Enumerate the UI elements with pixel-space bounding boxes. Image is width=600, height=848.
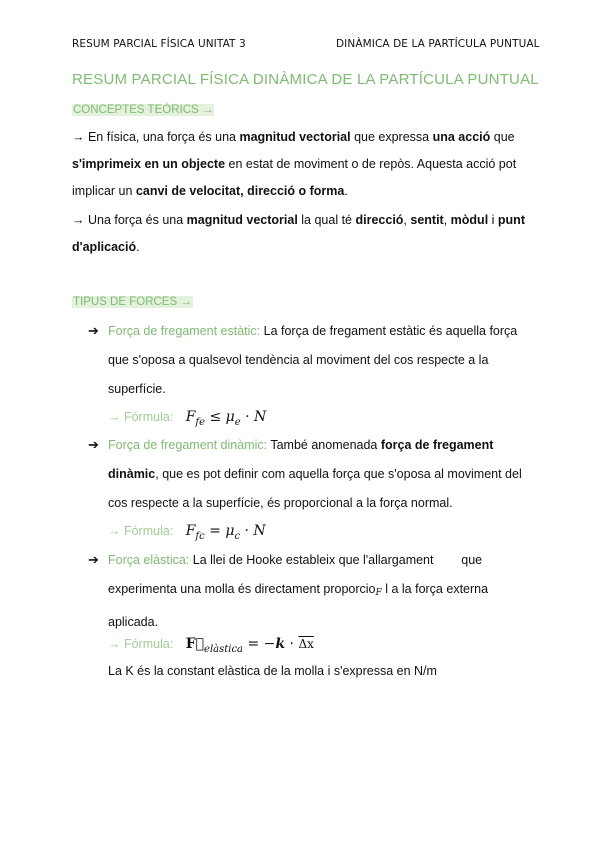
concepts-paragraph-1: → En física, una força és una magnitud vectorial que expressa una acció que s'imprimeix en un objecte en estat de moviment o de repòs. Aquesta acció pot implicar un canvi de velocitat, direcció o forma. — [72, 130, 517, 198]
concepts-paragraph-2: → Una força és una magnitud vectorial la qual té direcció, sentit, mòdul i punt d'aplicació. — [72, 213, 525, 254]
force-item-static-friction: Força de fregament estàtic: La força de fregament estàtic és aquella força que s'oposa a qualsevol tendència al moviment del cos respecte a la superfície. — [108, 324, 518, 396]
bullet-arrow-icon: ➔ — [88, 437, 99, 452]
formula-static-friction: → Fórmula: $F_{fe} \le \mu_e \cdot N$ — [108, 409, 267, 428]
bullet-arrow-icon: ➔ — [88, 323, 99, 338]
force-item-dynamic-friction: Força de fregament dinàmic: També anomenada força de fregament dinàmic, que es pot definir com aquella força que s'oposa al moviment del cos respecte a la superfície, és proporcional a la força normal. — [108, 438, 522, 510]
force-name: Força de fregament dinàmic: — [108, 438, 268, 452]
elastic-constant-note: La K és la constant elàstica de la molla i s'expressa en N/m — [108, 664, 437, 678]
section-heading-concepts: CONCEPTES TEÒRICS → — [73, 104, 214, 116]
force-name: Força elàstica: — [108, 553, 190, 567]
document-title: RESUM PARCIAL FÍSICA DINÀMICA DE LA PARTÍCULA PUNTUAL — [72, 71, 539, 88]
header-right: DINÀMICA DE LA PARTÍCULA PUNTUAL — [336, 38, 540, 50]
bullet-arrow-icon: ➔ — [88, 552, 99, 567]
section-heading-force-types: TIPUS DE FORCES → — [73, 296, 192, 308]
header-left: RESUM PARCIAL FÍSICA UNITAT 3 — [72, 38, 246, 50]
force-name: Força de fregament estàtic: — [108, 324, 261, 338]
formula-dynamic-friction: → Fórmula: $F_{fc} = \mu_c \cdot N$ — [108, 523, 266, 542]
force-item-elastic: Força elàstica: La llei de Hooke estableix que l'allargament que experimenta una molla és directament proporcioF l a la força externa aplicada. — [108, 553, 492, 629]
formula-elastic: → Fórmula: $F⃗_{elàstica} = -k \cdot \overline{\Delta x}$ — [108, 636, 314, 655]
